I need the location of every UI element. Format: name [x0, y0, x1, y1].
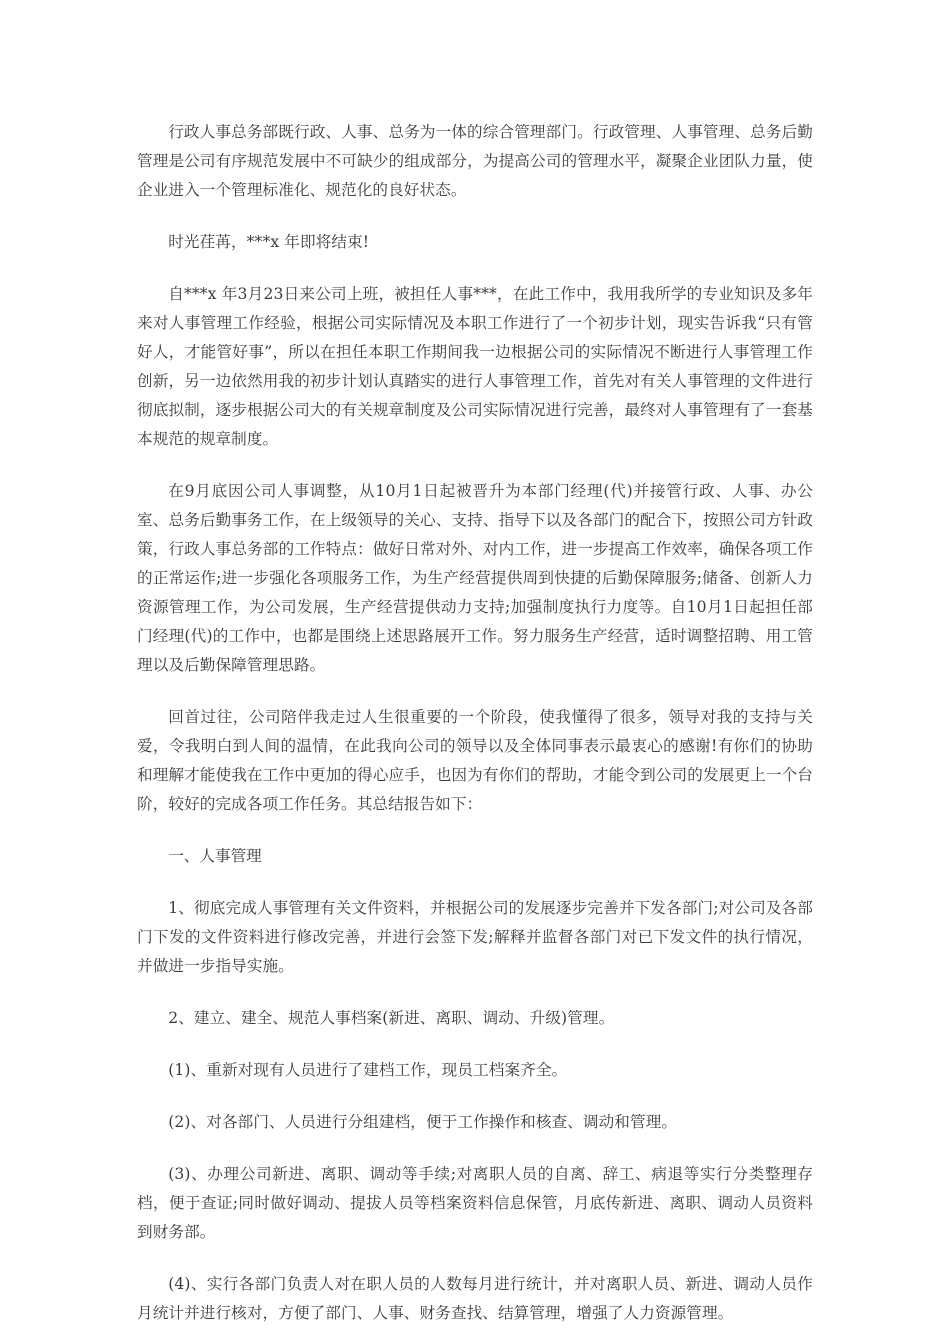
paragraph-promotion-and-duties: 在9月底因公司人事调整，从10月1日起被晋升为本部门经理(代)并接管行政、人事、办公室、总务后勤事务工作，在上级领导的关心、支持、指导下以及各部门的配合下，按照公司方针政策，行政人事总务部的工作特点：做好日常对外、对内工作，进一步提高工作效率，确保各项工作的正常运作;进一步强化各项服务工作，为生产经营提供周到快捷的后勤保障服务;储备、创新人力资源管理工作，为公司发展，生产经营提供动力支持;加强制度执行力度等。自10月1日起担任部门经理(代)的工作中，也都是围绕上述思路展开工作。努力服务生产经营，适时调整招聘、用工管理以及后勤保障管理思路。: [137, 482, 813, 674]
list-item-2-sub-3: (3)、办理公司新进、离职、调动等手续;对离职人员的自离、辞工、病退等实行分类整理存档，便于查证;同时做好调动、提拔人员等档案资料信息保管，月底传新进、离职、调动人员资料到财务部。: [137, 1165, 813, 1241]
section-heading-hr-management: 一、人事管理: [168, 847, 262, 865]
list-item-2-sub-1: (1)、重新对现有人员进行了建档工作，现员工档案齐全。: [168, 1061, 568, 1079]
document-body: [137, 118, 813, 1328]
paragraph-start-of-employment: 自***x 年3月23日来公司上班，被担任人事***，在此工作中，我用我所学的专业知识及多年来对人事管理工作经验，根据公司实际情况及本职工作进行了一个初步计划，现实告诉我“只有管好人，才能管好事”，所以在担任本职工作期间我一边根据公司的实际情况不断进行人事管理工作创新，另一边依然用我的初步计划认真踏实的进行人事管理工作，首先对有关人事管理的文件进行彻底拟制，逐步根据公司大的有关规章制度及公司实际情况进行完善，最终对人事管理有了一套基本规范的规章制度。: [137, 285, 813, 448]
paragraph-acknowledgements: 回首过往，公司陪伴我走过人生很重要的一个阶段，使我懂得了很多，领导对我的支持与关爱，令我明白到人间的温情，在此我向公司的领导以及全体同事表示最衷心的感谢!有你们的协助和理解才能使我在工作中更加的得心应手，也因为有你们的帮助，才能令到公司的发展更上一个台阶，较好的完成各项工作任务。其总结报告如下：: [137, 708, 813, 813]
paragraph-year-closing: 时光荏苒，***x 年即将结束!: [168, 233, 370, 251]
list-item-2-sub-4: (4)、实行各部门负责人对在职人员的人数每月进行统计，并对离职人员、新进、调动人员作月统计并进行核对，方便了部门、人事、财务查找、结算管理，增强了人力资源管理。: [137, 1275, 813, 1322]
list-item-2-sub-2: (2)、对各部门、人员进行分组建档，便于工作操作和核查、调动和管理。: [168, 1113, 678, 1131]
list-item-1: 1、彻底完成人事管理有关文件资料，并根据公司的发展逐步完善并下发各部门;对公司及各部门下发的文件资料进行修改完善，并进行会签下发;解释并监督各部门对已下发文件的执行情况，并做进一步指导实施。: [137, 899, 813, 975]
list-item-2: 2、建立、建全、规范人事档案(新进、离职、调动、升级)管理。: [168, 1009, 615, 1027]
paragraph-intro: 行政人事总务部既行政、人事、总务为一体的综合管理部门。行政管理、人事管理、总务后勤管理是公司有序规范发展中不可缺少的组成部分，为提高公司的管理水平，凝聚企业团队力量，使企业进入一个管理标准化、规范化的良好状态。: [137, 123, 813, 199]
